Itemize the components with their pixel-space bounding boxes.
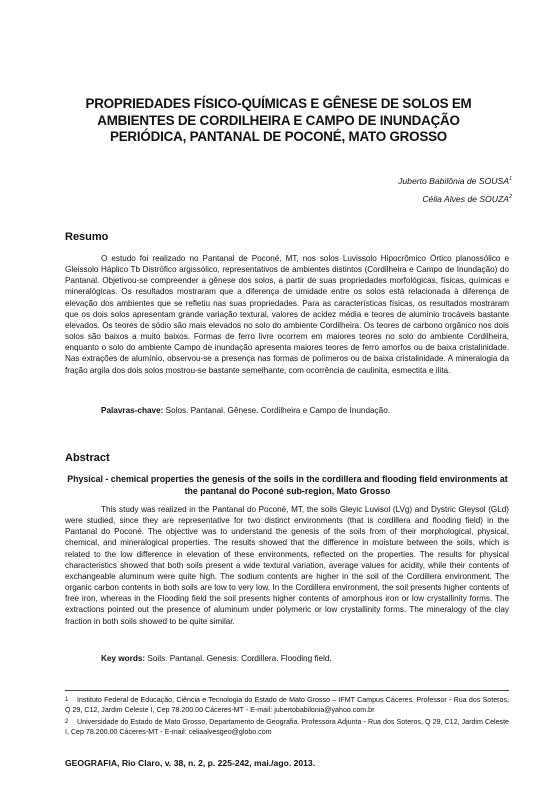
affiliation-mark: 1 xyxy=(508,176,512,182)
footnote-mark: 1 xyxy=(65,697,69,703)
title-line: PERIÓDICA, PANTANAL DE POCONÉ, MATO GROSSO xyxy=(109,129,448,144)
title-line: AMBIENTES DE CORDILHEIRA E CAMPO DE INUNDAÇÃO xyxy=(97,112,460,128)
resumo-text: O estudo foi realizado no Pantanal de Poconé, MT, nos solos Luvissolo Hipocrômico Órtico planossólico e Gleissolo Háplico Tb Distrófico argissólico, representativos de ambientes distintos (Cordilheira e Campo de Inundação) do Pantanal. Objetivou-se compreender a gênese dos solos, a partir de suas propriedades morfológicas, físicas, químicas e mineralógicas. Os resultados mostraram que a diferença de umidade entre os solos está relacionada à diferença de elevação dos ambientes que se refletiu nas suas propriedades. Para as características físicas, os resultados mostraram que os dois solos apresentam grande variação textural, valores de acidez média e teores de alumínio trocáveis bastante elevados. Os teores de sódio são mais elevados no solo do ambiente Cordilheira. Os teores de carbono orgânico nos dois solos são baixos a muito baixos. Formas de ferro livre ocorrem em maiores teores no solo do ambiente Cordilheira, enquanto o solo do ambiente Campo de inundação apresenta maiores teores de ferro amorfos ou de baixa cristalinidade. Nas extrações de alumínio, observou-se a presença nas formas de polímeros ou de baixa cristalinidade. A mineralogia da fração argila dos dois solos mostrou-se bastante semelhante, com ocorrência de caulinita, esmectita e ilita. xyxy=(65,254,509,375)
abstract-heading: Abstract xyxy=(65,452,110,464)
resumo-heading: Resumo xyxy=(65,231,109,243)
article-title xyxy=(56,96,501,146)
author-name: Célia Alves de SOUZA xyxy=(422,193,509,204)
keywords-text: Solos. Pantanal. Gênese. Cordilheira e Campo de Inundação. xyxy=(165,406,391,415)
key-words xyxy=(101,654,332,663)
footnote-2 xyxy=(65,717,509,737)
footnote-text: Instituto Federal de Educação, Ciência e Tecnologia do Estado de Mato Grosso – IFMT Campus Cáceres. Professor - Rua dos Soteros, Q 29, C12, Jardim Celeste I, Cep 78.200.00 Cáceres-MT - E-mail: jubertobabilonia@yahoo.com.br xyxy=(65,696,509,715)
palavras-chave xyxy=(101,406,390,415)
footnote-text: Universidade do Estado de Mato Grosso, Departamento de Geografia. Professora Adjunta - Rua dos Soteros, Q 29, C12, Jardim Celeste I, Cep 78.200.00 Cáceres-MT - E-mail: celiaalvesgeo@globo.com xyxy=(65,718,509,737)
author-1 xyxy=(398,171,512,189)
author-list xyxy=(398,171,512,207)
footnote-1 xyxy=(65,695,509,715)
author-2 xyxy=(398,189,512,207)
keywords-label: Palavras-chave: xyxy=(101,406,164,415)
author-name: Juberto Babilônia de SOUSA xyxy=(398,175,509,186)
abstract-text: This study was realized in the Pantanal do Poconé, MT, the soils Gleyic Luvisol (LVg) and Dystric Gleysol (GLd) were studied, since they are representative for two distinct environments (that is cordillera and flooding field) in the Pantanal do Poconé. The objective was to understand the genesis of the soils from of their morphological, physical, chemical, and mineralogical properties. The results showed that the difference in moisture between the soils, which is related to the low difference in elevation of these environments, reflected on the properties. The results for physical characteristics showed that both soils present a wide textural variation, average values for acidity, while their contents of exchangeable aluminum were quite high. The sodium contents are higher in the soil of the Cordillera environment. The organic carbon contents in both soils are low to very low. In the Cordillera environment, the soil presents higher contents of free iron, whereas in the Flooding field the soil presents higher contents of amorphous iron or low crystallinity forms. The extractions pointed out the presence of aluminum under polymeric or low crystallinity forms. The mineralogy of the clay fraction in both soils showed to be quite similar. xyxy=(65,505,509,626)
footnote-divider xyxy=(65,690,509,691)
keywords-label: Key words: xyxy=(101,654,146,663)
abstract-title: Physical - chemical properties the genesis of the soils in the cordillera and flooding field environments at the pantanal do Poconé sub-region, Mato Grosso xyxy=(67,474,508,496)
title-line: PROPRIEDADES FÍSICO-QUÍMICAS E GÊNESE DE SOLOS EM xyxy=(85,96,472,111)
footnote-mark: 2 xyxy=(65,719,69,725)
keywords-text: Soils. Pantanal. Genesis. Cordillera. Flooding field. xyxy=(147,654,332,663)
affiliation-mark: 2 xyxy=(508,193,512,200)
journal-citation: GEOGRAFIA, Rio Claro, v. 38, n. 2, p. 225-242, mai./ago. 2013. xyxy=(65,758,316,768)
